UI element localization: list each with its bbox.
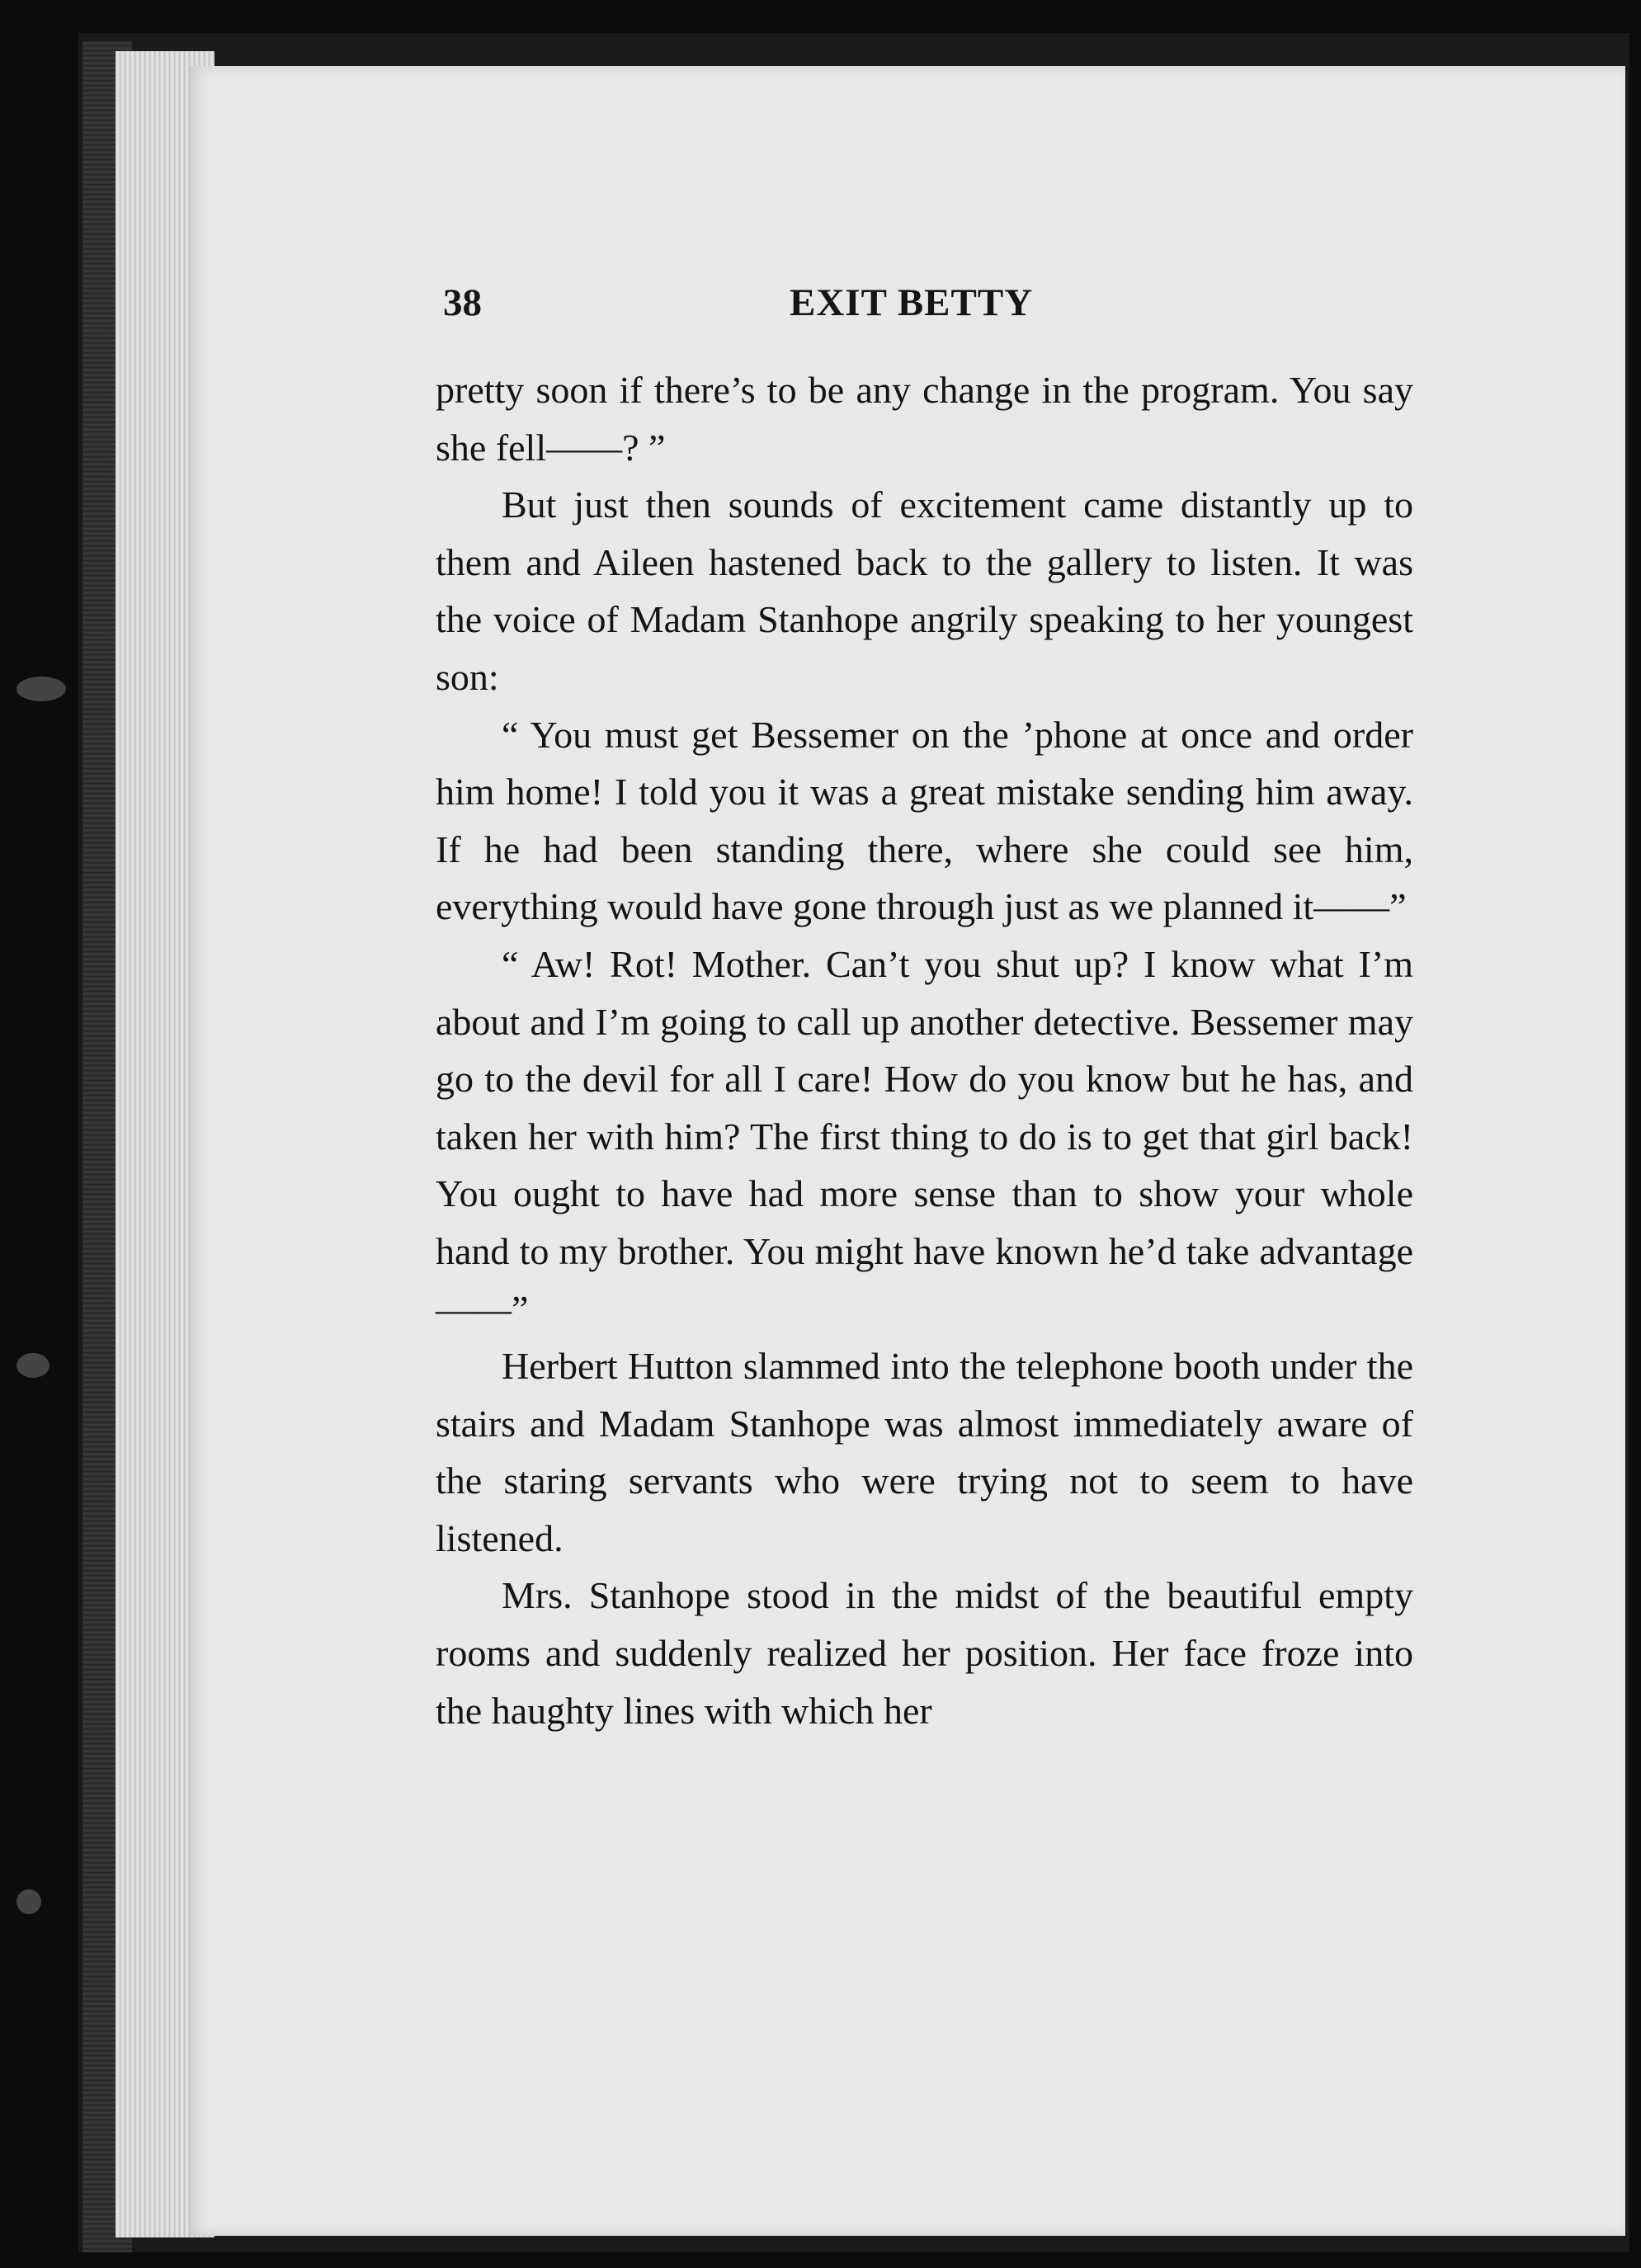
spine-blemish	[17, 1353, 50, 1378]
spine-blemish	[17, 677, 66, 701]
body-text	[436, 361, 1413, 1739]
paragraph: Herbert Hutton slammed into the telephone booth under the stairs and Madam Stanhope was almost immediately aware of the staring servants who were trying not to seem to have listened.	[436, 1345, 1413, 1559]
page-number: 38	[443, 281, 482, 324]
paragraph: pretty soon if there’s to be any change in the program. You say she fell——? ”	[436, 369, 1413, 469]
paragraph: Mrs. Stanhope stood in the midst of the beautiful empty rooms and suddenly realized her position. Her face froze into the haughty lines with which her	[436, 1574, 1413, 1732]
paragraph: But just then sounds of excitement came distantly up to them and Aileen hastened back to the gallery to listen. It was the voice of Madam Stanhope angrily speaking to her youngest son:	[436, 483, 1413, 698]
running-title: EXIT BETTY	[790, 281, 1034, 324]
page-header	[443, 272, 1417, 338]
paragraph: “ Aw! Rot! Mother. Can’t you shut up? I know what I’m about and I’m going to call up another detective. Bessemer may go to the devil for all I care! How do you know but he has, and taken her with him? The first thing to do is to get that girl back! You ought to have had more sense than to show your whole hand to my brother. You might have known he’d take advantage——”	[436, 942, 1413, 1330]
paragraph: “ You must get Bessemer on the ’phone at once and order him home! I told you it was a great mistake sending him away. If he had been standing there, where she could see him, everything would have gone through just as we planned it——”	[436, 713, 1413, 928]
spine-blemish	[17, 1889, 41, 1914]
